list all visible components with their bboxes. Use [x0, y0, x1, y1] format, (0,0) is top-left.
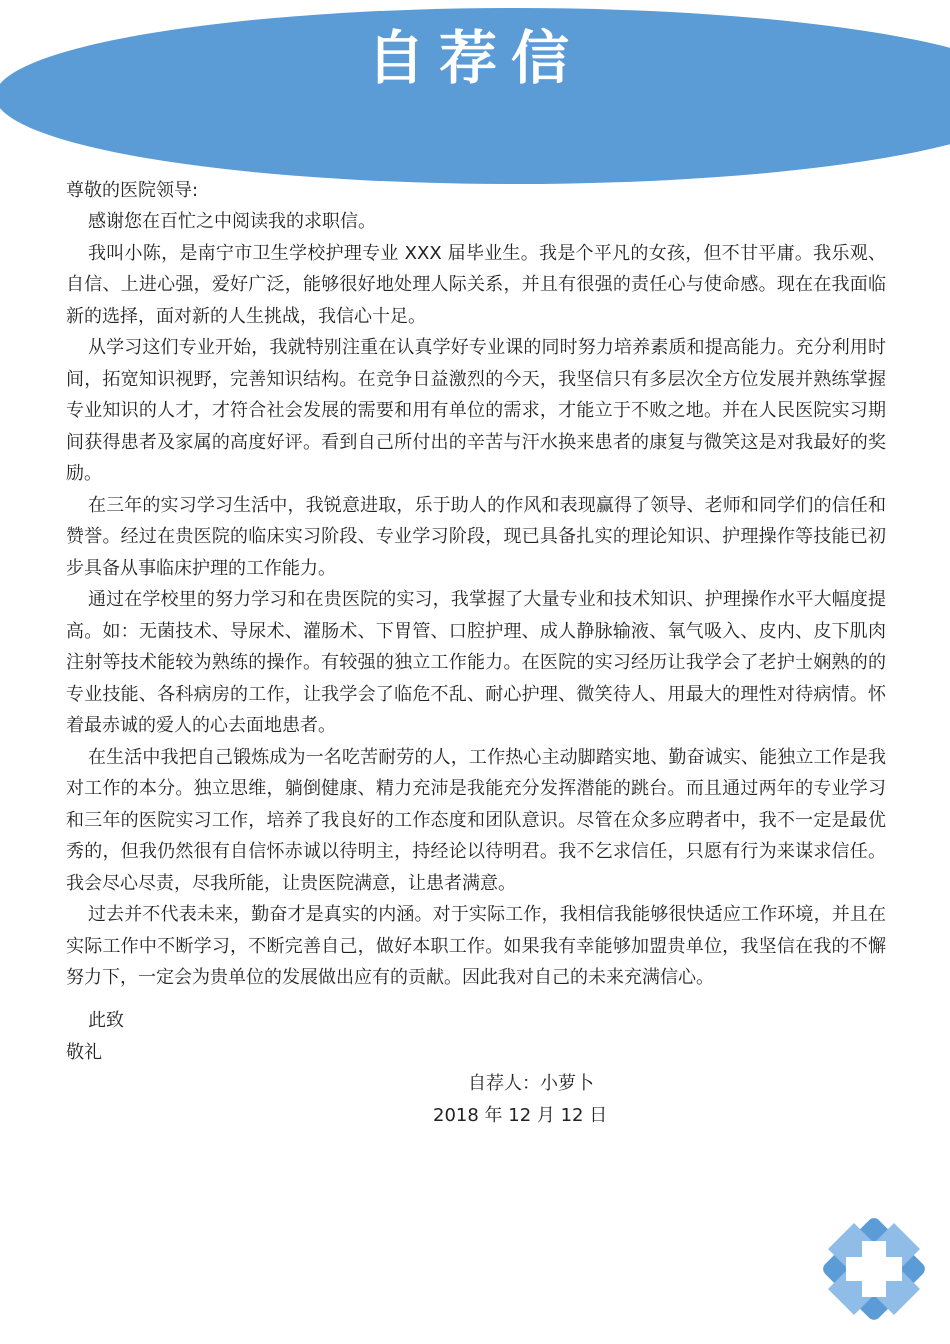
paragraph-6: 在生活中我把自己锻炼成为一名吃苦耐劳的人，工作热心主动脚踏实地、勤奋诚实、能独立工作是我对工作的本分。独立思维，躺倒健康、精力充沛是我能充分发挥潜能的跳台。而且通过两年的专业学习和三年的医院实习工作，培养了我良好的工作态度和团队意识。尽管在众多应聘者中，我不一定是最优秀的，但我仍然很有自信怀赤诚以待明主，持经论以待明君。我不乞求信任，只愿有行为来谋求信任。我会尽心尽责，尽我所能，让贵医院满意，让患者满意。 — [66, 746, 886, 894]
paragraph-2: 我叫小陈，是南宁市卫生学校护理专业 XXX 届毕业生。我是个平凡的女孩，但不甘平庸。我乐观、自信、上进心强，爱好广泛，能够很好地处理人际关系，并且有很强的责任心与使命感。现在在我面临新的选择，面对新的人生挑战，我信心十足。 — [66, 242, 886, 327]
closing-line-2: 敬礼 — [66, 1042, 102, 1063]
medical-cross-icon — [816, 1211, 932, 1327]
letter-body — [66, 206, 886, 994]
salutation: 尊敬的医院领导: — [66, 180, 199, 201]
paragraph-4: 在三年的实习学习生活中，我锐意进取，乐于助人的作风和表现赢得了领导、老师和同学们的信任和赞誉。经过在贵医院的临床实习阶段、专业学习阶段，现已具备扎实的理论知识、护理操作等技能已初步具备从事临床护理的工作能力。 — [66, 494, 886, 579]
signature-name: 自荐人：小萝卜 — [468, 1073, 594, 1094]
paragraph-1: 感谢您在百忙之中阅读我的求职信。 — [88, 211, 376, 232]
paragraph-7: 过去并不代表未来，勤奋才是真实的内涵。对于实际工作，我相信我能够很快适应工作环境，并且在实际工作中不断学习，不断完善自己，做好本职工作。如果我有幸能够加盟贵单位，我坚信在我的不懈努力下，一定会为贵单位的发展做出应有的贡献。因此我对自己的未来充满信心。 — [66, 904, 886, 988]
page-title: 自荐信 — [366, 24, 583, 92]
closing-line-1: 此致 — [88, 1010, 124, 1031]
paragraph-3: 从学习这们专业开始，我就特别注重在认真学好专业课的同时努力培养素质和提高能力。充分利用时间，拓宽知识视野，完善知识结构。在竞争日益激烈的今天，我坚信只有多层次全方位发展并熟练掌握专业知识的人才，才符合社会发展的需要和用有单位的需求，才能立于不败之地。并在人民医院实习期间获得患者及家属的高度好评。看到自己所付出的辛苦与汗水换来患者的康复与微笑这是对我最好的奖励。 — [66, 337, 886, 484]
paragraph-5: 通过在学校里的努力学习和在贵医院的实习，我掌握了大量专业和技术知识、护理操作水平大幅度提高。如：无菌技术、导尿术、灌肠术、下胃管、口腔护理、成人静脉输液、氧气吸入、皮内、皮下肌肉注射等技术能较为熟练的操作。有较强的独立工作能力。在医院的实习经历让我学会了老护士娴熟的的专业技能、各科病房的工作，让我学会了临危不乱、耐心护理、微笑待人、用最大的理性对待病情。怀着最赤诚的爱人的心去面地患者。 — [66, 589, 886, 736]
signature-date: 2018 年 12 月 12 日 — [433, 1105, 608, 1126]
